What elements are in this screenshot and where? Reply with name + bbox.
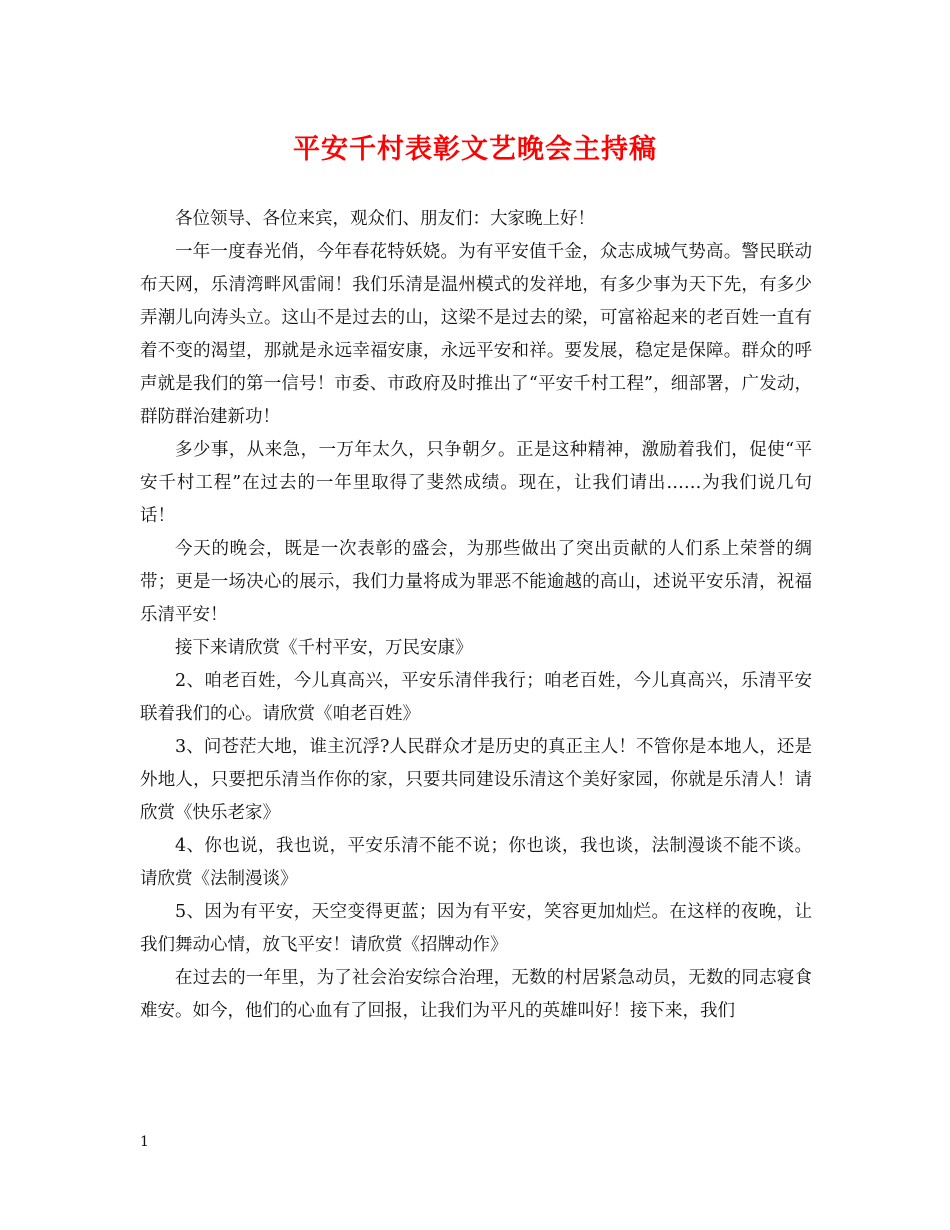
paragraph-program-3: 3、问苍茫大地，谁主沉浮?人民群众才是历史的真正主人！不管你是本地人，还是外地人，只要把乐清当作你的家，只要共同建设乐清这个美好家园，你就是乐清人！请欣赏《快乐老家》	[140, 737, 812, 823]
paragraph-heroes: 在过去的一年里，为了社会治安综合治理，无数的村居紧急动员，无数的同志寝食难安。如今，他们的心血有了回报，让我们为平凡的英雄叫好！接下来，我们	[140, 968, 812, 1021]
page-number: 1	[140, 1134, 149, 1150]
paragraph-tonight: 今天的晚会，既是一次表彰的盛会，为那些做出了突出贡献的人们系上荣誉的绸带；更是一场决心的展示，我们力量将成为罪恶不能逾越的高山，述说平安乐清，祝福乐清平安！	[140, 539, 812, 625]
paragraph-opening: 一年一度春光俏，今年春花特妖娆。为有平安值千金，众志成城气势高。警民联动布天网，乐清湾畔风雷闹！我们乐清是温州模式的发祥地，有多少事为天下先，有多少弄潮儿向涛头立。这山不是过去的山，这梁不是过去的梁，可富裕起来的老百姓一直有着不变的渴望，那就是永远幸福安康，永远平安和祥。要发展，稳定是保障。群众的呼声就是我们的第一信号！市委、市政府及时推出了“平安千村工程”，细部署，广发动，群防群治建新功！	[140, 242, 812, 427]
document-body	[140, 203, 812, 1028]
paragraph-program-2: 2、咱老百姓，今儿真高兴，平安乐清伴我行；咱老百姓，今儿真高兴，乐清平安联着我们的心。请欣赏《咱老百姓》	[140, 671, 812, 724]
document-title: 平安千村表彰文艺晚会主持稿	[293, 134, 657, 165]
paragraph-program-1: 接下来请欣赏《千村平安，万民安康》	[175, 638, 473, 658]
paragraph-greeting: 各位领导、各位来宾，观众们、朋友们：大家晚上好！	[175, 209, 595, 229]
paragraph-program-4: 4、你也说，我也说，平安乐清不能不说；你也谈，我也谈，法制漫谈不能不谈。请欣赏《法制漫谈》	[140, 836, 812, 889]
paragraph-achievements: 多少事，从来急，一万年太久，只争朝夕。正是这种精神，激励着我们，促使“平安千村工程”在过去的一年里取得了斐然成绩。现在，让我们请出……为我们说几句话！	[140, 440, 812, 526]
paragraph-program-5: 5、因为有平安，天空变得更蓝；因为有平安，笑容更加灿烂。在这样的夜晚，让我们舞动心情，放飞平安！请欣赏《招牌动作》	[140, 902, 812, 955]
